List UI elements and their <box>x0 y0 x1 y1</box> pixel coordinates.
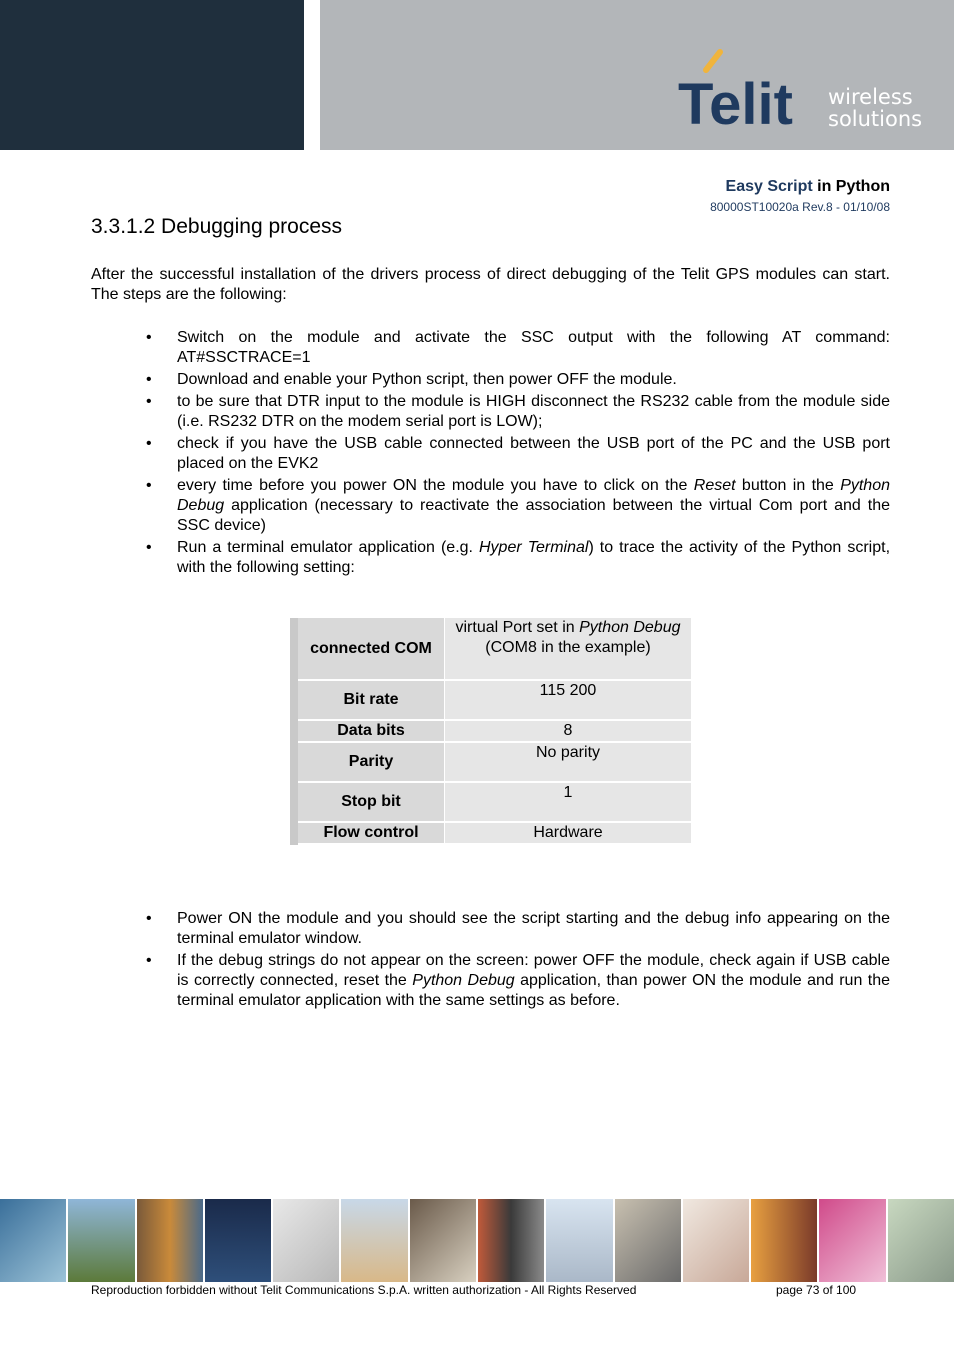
table-row <box>294 680 691 720</box>
doc-reference: 80000ST10020a Rev.8 - 01/10/08 <box>710 200 890 214</box>
table-key: connected COM <box>294 618 445 680</box>
footer-photo <box>683 1199 749 1282</box>
table-row <box>294 618 691 680</box>
footer-photo <box>478 1199 544 1282</box>
footer-photo <box>615 1199 681 1282</box>
list-item: • Power ON the module and you should see the script starting and the debug info appearing on the terminal emulator window. <box>146 910 890 947</box>
logo-sub-text-2: solutions <box>828 107 923 131</box>
table-row <box>294 742 691 782</box>
bullet-icon: • <box>146 371 152 388</box>
logo-main-text: Telit <box>678 72 793 134</box>
footer-photo <box>546 1199 612 1282</box>
header-dark-panel <box>0 0 304 150</box>
table-key: Data bits <box>294 720 445 742</box>
footer-photo <box>273 1199 339 1282</box>
bullet-icon: • <box>146 477 152 494</box>
footer-copyright: Reproduction forbidden without Telit Communications S.p.A. written authorization - All Rights Reserved <box>91 1283 637 1297</box>
footer-photo <box>819 1199 885 1282</box>
table-key: Flow control <box>294 822 445 844</box>
table-key: Stop bit <box>294 782 445 822</box>
followup-list <box>91 909 890 1013</box>
list-item: • Switch on the module and activate the SSC output with the following AT command: AT#SSCTRACE=1 <box>146 329 890 366</box>
bullet-icon: • <box>146 393 152 410</box>
table-row <box>294 782 691 822</box>
brand-easy-script: Easy Script <box>725 178 813 195</box>
bullet-icon: • <box>146 910 152 927</box>
bullet-icon: • <box>146 539 152 556</box>
list-item: • Run a terminal emulator application (e.g. Hyper Terminal) to trace the activity of the Python script, with the following setting: <box>146 539 891 576</box>
table-value: Hardware <box>445 822 692 844</box>
list-item: • to be sure that DTR input to the module is HIGH disconnect the RS232 cable from the module side (i.e. RS232 DTR on the modem serial port is LOW); <box>146 393 890 430</box>
terminal-settings-table <box>290 618 691 845</box>
brand-in-python: in Python <box>812 178 890 195</box>
footer-photo <box>0 1199 66 1282</box>
footer-photo <box>68 1199 134 1282</box>
page-number: page 73 of 100 <box>776 1283 857 1297</box>
table-value: virtual Port set in Python Debug (COM8 in the example) <box>445 618 692 680</box>
steps-list <box>91 328 890 580</box>
table-value: No parity <box>445 742 692 782</box>
logo-sub-text-1: wireless <box>828 85 913 109</box>
table-value: 8 <box>445 720 692 742</box>
bullet-icon: • <box>146 435 152 452</box>
bullet-icon: • <box>146 329 152 346</box>
footer-photo <box>341 1199 407 1282</box>
footer-photo <box>888 1199 954 1282</box>
table-key: Parity <box>294 742 445 782</box>
footer-photo <box>137 1199 203 1282</box>
table-row <box>294 720 691 742</box>
intro-paragraph: After the successful installation of the drivers process of direct debugging of the Telit GPS modules can start. The steps are the following: <box>91 266 890 303</box>
footer-photo <box>205 1199 271 1282</box>
list-item: • Download and enable your Python script, then power OFF the module. <box>146 371 677 388</box>
table-row <box>294 822 691 844</box>
list-item: • check if you have the USB cable connected between the USB port of the PC and the USB port placed on the EVK2 <box>146 435 890 472</box>
section-title: 3.3.1.2 Debugging process <box>91 215 343 238</box>
list-item: • If the debug strings do not appear on the screen: power OFF the module, check again if USB cable is correctly connected, reset the Python Debug application, than power ON the module and run the terminal emulator application with the same settings as before. <box>146 952 891 1009</box>
list-item: • every time before you power ON the module you have to click on the Reset button in the Python Debug application (necessary to reactivate the association between the virtual Com port and the SSC device) <box>146 477 890 534</box>
doc-brand <box>726 178 890 196</box>
footer-photo <box>410 1199 476 1282</box>
table-value: 1 <box>445 782 692 822</box>
footer-photo-strip <box>0 1199 954 1282</box>
footer-photo <box>751 1199 817 1282</box>
telit-logo <box>676 48 936 134</box>
bullet-icon: • <box>146 952 152 969</box>
table-value: 115 200 <box>445 680 692 720</box>
table-key: Bit rate <box>294 680 445 720</box>
